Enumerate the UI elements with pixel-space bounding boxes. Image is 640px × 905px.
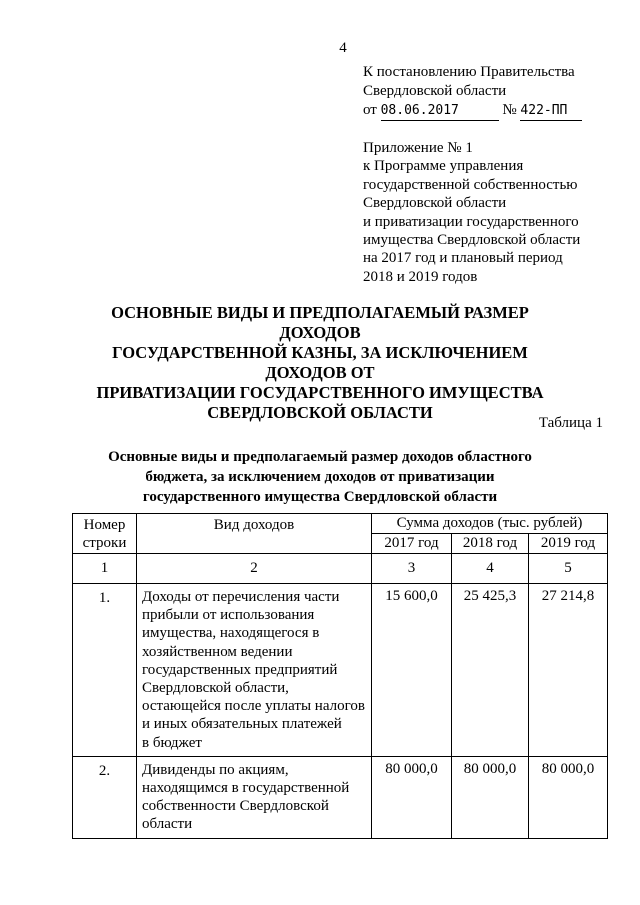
page-number: 4 bbox=[339, 40, 347, 56]
income-table bbox=[72, 513, 608, 839]
col-number-line2: строки bbox=[82, 535, 127, 551]
value-2018: 25 425,3 bbox=[452, 584, 529, 757]
decree-number: 422-ПП bbox=[520, 101, 582, 121]
decree-reference bbox=[363, 63, 623, 121]
description-line: хозяйственном ведении bbox=[142, 643, 293, 660]
year-2018-header: 2018 год bbox=[452, 534, 529, 554]
appendix-header bbox=[363, 139, 633, 286]
reference-date-line bbox=[363, 101, 623, 121]
table-title-line: бюджета, за исключением доходов от приватизации bbox=[145, 469, 495, 485]
row-number: 2. bbox=[73, 756, 137, 838]
appendix-line: Свердловской области bbox=[363, 195, 507, 212]
title-line: ПРИВАТИЗАЦИИ ГОСУДАРСТВЕННОГО ИМУЩЕСТВА bbox=[96, 383, 544, 402]
appendix-line: 2018 и 2019 годов bbox=[363, 268, 478, 285]
description-line: и иных обязательных платежей bbox=[142, 716, 342, 733]
reference-line-1: К постановлению Правительства bbox=[363, 64, 575, 80]
description-line: Дивиденды по акциям, bbox=[142, 761, 289, 778]
index-cell: 3 bbox=[372, 554, 452, 584]
from-label: от bbox=[363, 102, 377, 118]
year-2019-header: 2019 год bbox=[529, 534, 608, 554]
index-row bbox=[73, 554, 608, 584]
table-title-line: Основные виды и предполагаемый размер доходов областного bbox=[108, 449, 532, 465]
appendix-line: Приложение № 1 bbox=[363, 140, 473, 156]
appendix-line: имущества Свердловской области bbox=[363, 232, 581, 249]
description-line: находящимся в государственной bbox=[142, 780, 350, 797]
income-description bbox=[137, 584, 372, 757]
description-line: области bbox=[142, 816, 193, 833]
number-label: № bbox=[502, 102, 517, 118]
col-type-header: Вид доходов bbox=[137, 514, 372, 554]
table-row bbox=[73, 584, 608, 757]
value-2019: 27 214,8 bbox=[529, 584, 608, 757]
description-line: в бюджет bbox=[142, 734, 202, 751]
title-line: ОСНОВНЫЕ ВИДЫ И ПРЕДПОЛАГАЕМЫЙ РАЗМЕР ДОХОДОВ bbox=[111, 303, 529, 342]
description-line: имущества, находящегося в bbox=[142, 625, 320, 642]
col-sum-header: Сумма доходов (тыс. рублей) bbox=[372, 514, 608, 534]
title-line: ГОСУДАРСТВЕННОЙ КАЗНЫ, ЗА ИСКЛЮЧЕНИЕМ ДОХОДОВ ОТ bbox=[112, 343, 528, 382]
appendix-line: на 2017 год и плановый период bbox=[363, 250, 563, 267]
index-cell: 1 bbox=[73, 554, 137, 584]
table-title bbox=[100, 447, 540, 507]
col-number-line1: Номер bbox=[83, 517, 126, 533]
title-line: СВЕРДЛОВСКОЙ ОБЛАСТИ bbox=[207, 403, 433, 422]
appendix-line: государственной собственностью bbox=[363, 176, 578, 193]
table-label: Таблица 1 bbox=[538, 415, 603, 431]
table-row bbox=[73, 756, 608, 838]
description-line: Доходы от перечисления части bbox=[142, 589, 340, 605]
value-2017: 80 000,0 bbox=[372, 756, 452, 838]
header-row bbox=[73, 514, 608, 534]
index-cell: 4 bbox=[452, 554, 529, 584]
description-line: остающейся после уплаты налогов bbox=[142, 698, 365, 715]
col-number-header bbox=[73, 514, 137, 554]
document-title bbox=[70, 303, 570, 423]
index-cell: 5 bbox=[529, 554, 608, 584]
table-title-line: государственного имущества Свердловской области bbox=[142, 489, 498, 505]
value-2018: 80 000,0 bbox=[452, 756, 529, 838]
row-number: 1. bbox=[73, 584, 137, 757]
appendix-line: и приватизации государственного bbox=[363, 213, 579, 230]
income-description bbox=[137, 756, 372, 838]
index-cell: 2 bbox=[137, 554, 372, 584]
description-line: государственных предприятий bbox=[142, 661, 338, 678]
appendix-line: к Программе управления bbox=[363, 158, 524, 175]
decree-date: 08.06.2017 bbox=[381, 101, 499, 121]
description-line: прибыли от использования bbox=[142, 607, 315, 624]
description-line: собственности Свердловской bbox=[142, 798, 329, 815]
year-2017-header: 2017 год bbox=[372, 534, 452, 554]
reference-line-2: Свердловской области bbox=[363, 83, 507, 99]
value-2019: 80 000,0 bbox=[529, 756, 608, 838]
description-line: Свердловской области, bbox=[142, 680, 289, 697]
value-2017: 15 600,0 bbox=[372, 584, 452, 757]
